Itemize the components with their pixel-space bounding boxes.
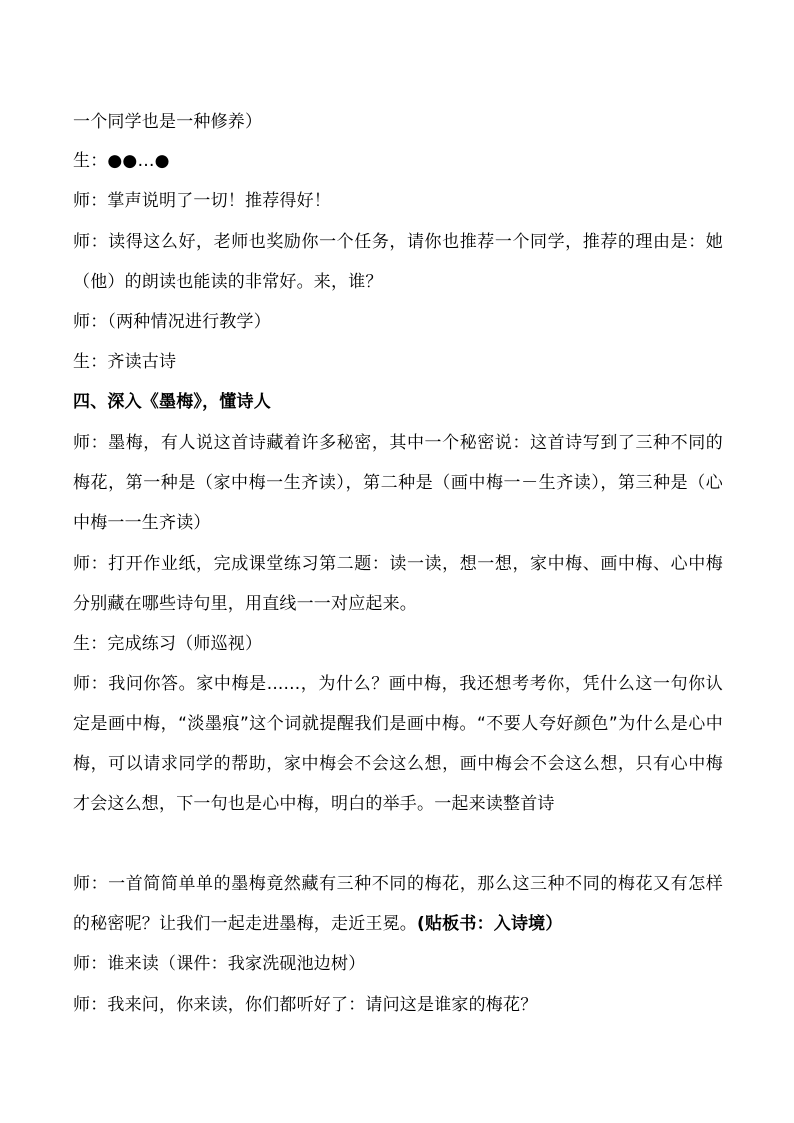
paragraph-whose-plum: 师：我来问，你来读，你们都听好了：请问这是谁家的梅花？ — [73, 995, 538, 1015]
paragraph-who-reads: 师：谁来读（课件：我家洗砚池边树） — [73, 954, 366, 974]
paragraph-student-response: 生：●●…● — [73, 151, 170, 171]
paragraph-student-read-poem: 生：齐读古诗 — [73, 352, 177, 372]
paragraph-exercise-instructions: 师：打开作业纸，完成课堂练习第二题：读一读，想一想，家中梅、画中梅、心中梅分别藏在哪些诗句里，用直线一一对应起来。 — [73, 554, 723, 614]
paragraph-question-answer: 师：我问你答。家中梅是......，为什么？画中梅，我还想考考你，凭什么这一句你认定是画中梅，“淡墨痕”这个词就提醒我们是画中梅。“不要人夸好颜色”为什么是心中梅，可以请求同学的帮助，家中梅会不会这么想，画中梅会不会这么想，只有心中梅才会这么想，下一句也是心中梅，明白的举手。一起来读整首诗 — [73, 674, 723, 814]
paragraph-student-exercise: 生：完成练习（师巡视） — [73, 634, 263, 654]
paragraph-secret-of-plums — [73, 864, 723, 944]
paragraph-secret-text: 师：一首简简单单的墨梅竟然藏有三种不同的梅花，那么这三种不同的梅花又有怎样的秘密呢？让我们一起走进墨梅，走近王冕。 — [73, 874, 723, 934]
paragraph-three-plums: 师：墨梅，有人说这首诗藏着许多秘密，其中一个秘密说：这首诗写到了三种不同的梅花，第一种是（家中梅一生齐读），第二种是（画中梅一－生齐读），第三种是（心中梅一一生齐读） — [73, 433, 723, 533]
paragraph-continuation: 一个同学也是一种修养） — [73, 112, 263, 132]
paragraph-teacher-task: 师：读得这么好，老师也奖励你一个任务，请你也推荐一个同学，推荐的理由是：她（他）的朗读也能读的非常好。来，谁？ — [73, 232, 723, 292]
board-note: (贴板书：入诗境） — [417, 914, 563, 934]
paragraph-teacher-praise: 师：掌声说明了一切！推荐得好！ — [73, 191, 331, 211]
section-heading: 四、深入《墨梅》，懂诗人 — [73, 392, 271, 412]
paragraph-teacher-two-cases: 师：（两种情况进行教学） — [73, 312, 271, 332]
